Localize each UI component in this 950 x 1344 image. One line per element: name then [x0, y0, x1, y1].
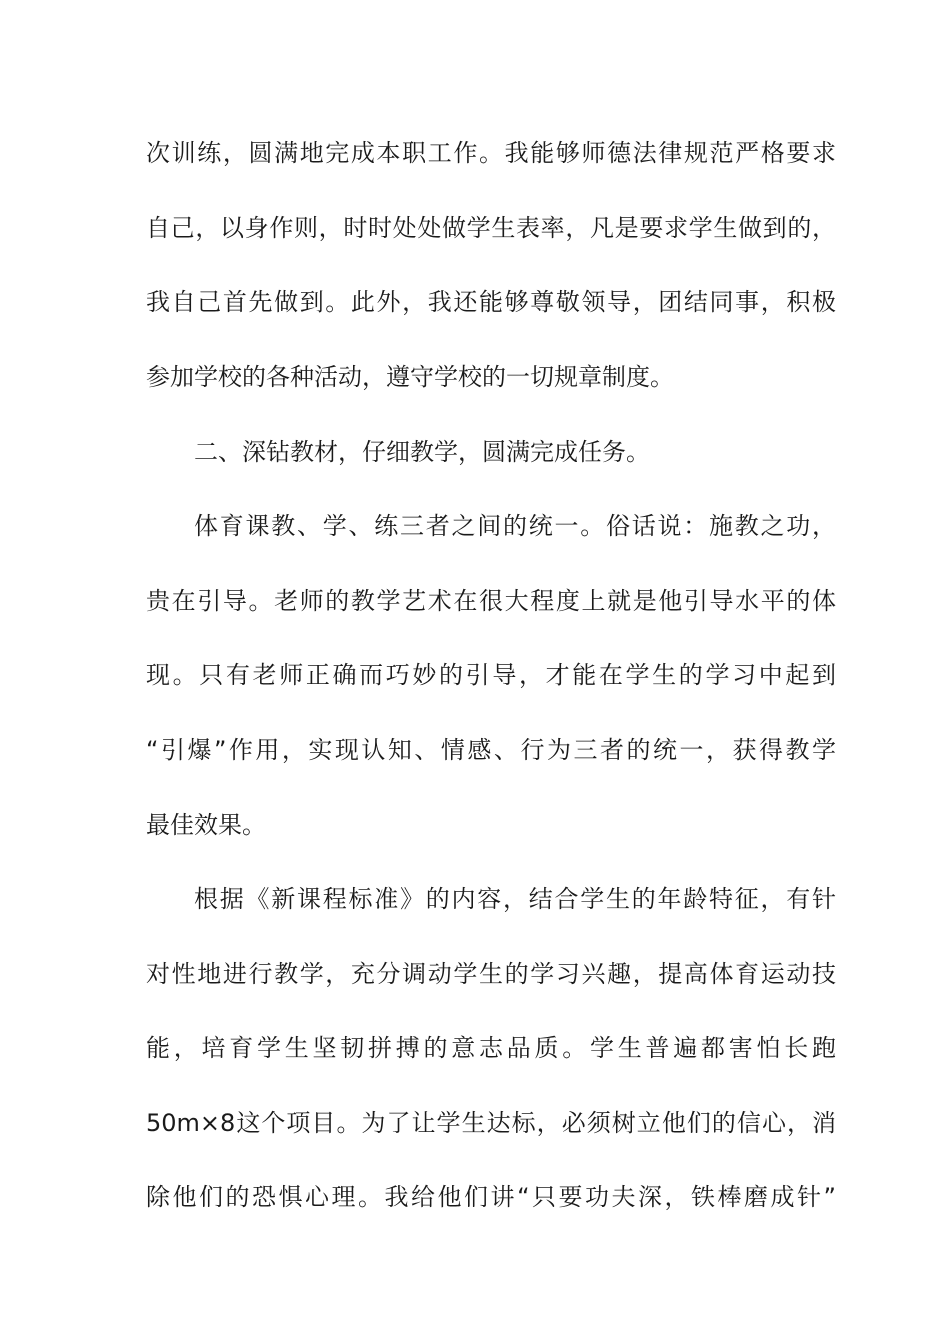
text-line: 我自己首先做到。此外，我还能够尊敬领导，团结同事，积极 — [146, 288, 836, 316]
text-line: 自己，以身作则，时时处处做学生表率，凡是要求学生做到的， — [146, 214, 836, 242]
text-line: 次训练，圆满地完成本职工作。我能够师德法律规范严格要求 — [146, 139, 836, 167]
text-line: 50m×8这个项目。为了让学生达标，必须树立他们的信心，消 — [146, 1109, 836, 1137]
text-line: 根据《新课程标准》的内容，结合学生的年龄特征，有针 — [194, 885, 836, 913]
text-line: 参加学校的各种活动，遵守学校的一切规章制度。 — [146, 363, 674, 391]
text-line: 除他们的恐惧心理。我给他们讲“只要功夫深，铁棒磨成针” — [146, 1183, 836, 1211]
text-line: 对性地进行教学，充分调动学生的学习兴趣，提高体育运动技 — [146, 960, 836, 988]
section-heading: 二、深钻教材，仔细教学，圆满完成任务。 — [194, 438, 650, 466]
text-line: 能，培育学生坚韧拼搏的意志品质。学生普遍都害怕长跑 — [146, 1034, 836, 1062]
text-line: 贵在引导。老师的教学艺术在很大程度上就是他引导水平的体 — [146, 587, 836, 615]
text-line: 现。只有老师正确而巧妙的引导，才能在学生的学习中起到 — [146, 661, 836, 689]
text-line: “引爆”作用，实现认知、情感、行为三者的统一，获得教学 — [146, 736, 836, 764]
text-line: 最佳效果。 — [146, 811, 266, 839]
text-line: 体育课教、学、练三者之间的统一。俗话说：施教之功， — [194, 512, 836, 540]
